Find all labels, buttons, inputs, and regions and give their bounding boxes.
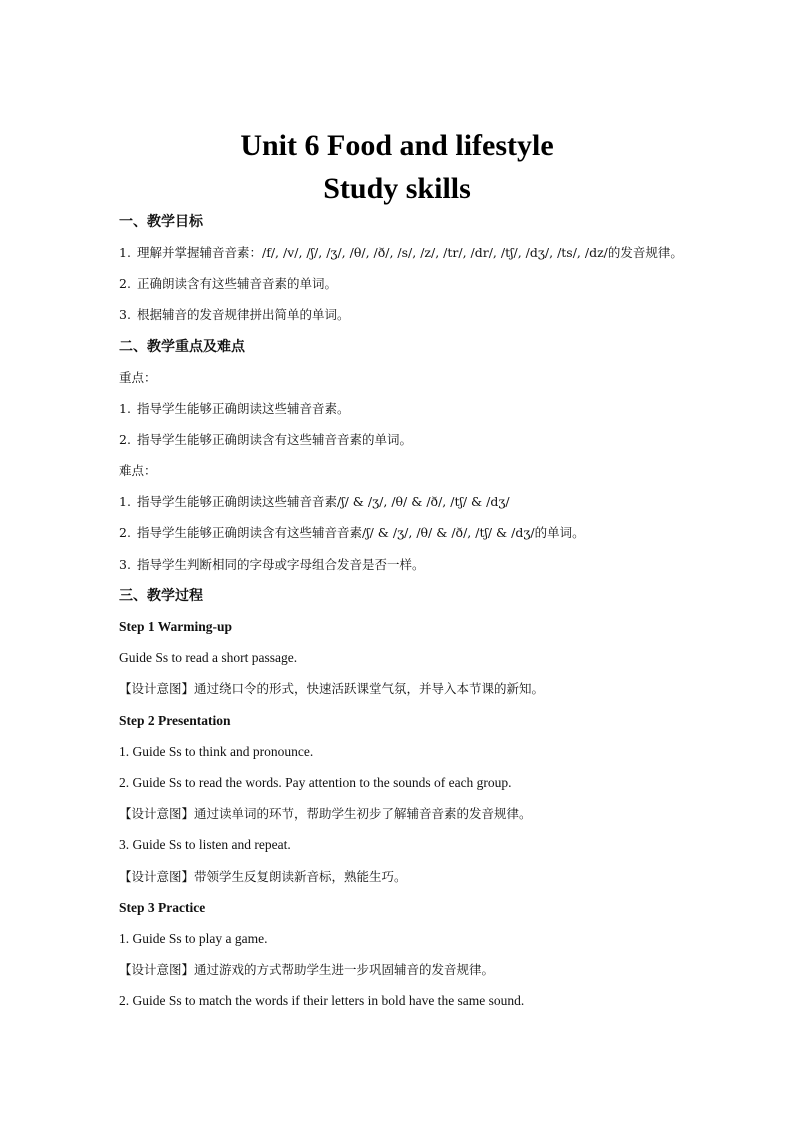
step-2-line-1: 1. Guide Ss to think and pronounce. xyxy=(119,744,314,759)
section-heading-key-points: 二、教学重点及难点 xyxy=(119,339,245,355)
section-heading-objectives: 一、教学目标 xyxy=(119,214,203,230)
objective-item-3 xyxy=(119,306,350,324)
key-point-item-1 xyxy=(119,400,350,418)
item-text: 指导学生能够正确朗读这些辅音音素/ʃ/ & /ʒ/, /θ/ & /ð/, /tʃ/ & /dʒ/ xyxy=(137,494,510,509)
step-3-line-1: 1. Guide Ss to play a game. xyxy=(119,931,268,946)
item-text: 正确朗读含有这些辅音音素的单词。 xyxy=(137,276,338,291)
section-heading-process: 三、教学过程 xyxy=(119,588,203,604)
item-number: 1. xyxy=(119,245,131,260)
difficult-point-item-2 xyxy=(119,524,585,542)
objective-item-1 xyxy=(119,244,683,262)
objective-item-2 xyxy=(119,275,337,293)
item-number: 2. xyxy=(119,432,131,447)
key-points-label: 重点： xyxy=(119,370,157,385)
item-text: 指导学生判断相同的字母或字母组合发音是否一样。 xyxy=(137,557,425,572)
item-number: 3. xyxy=(119,307,131,322)
item-text: 指导学生能够正确朗读这些辅音音素。 xyxy=(137,401,350,416)
item-text: 指导学生能够正确朗读含有这些辅音音素的单词。 xyxy=(137,432,413,447)
document-title: Unit 6 Food and lifestyle xyxy=(240,129,554,162)
item-number: 2. xyxy=(119,276,131,291)
item-number: 1. xyxy=(119,494,131,509)
item-text: 指导学生能够正确朗读含有这些辅音音素/ʃ/ & /ʒ/, /θ/ & /ð/, /tʃ/ & /dʒ/的单词。 xyxy=(137,525,585,540)
step-2-line-2: 2. Guide Ss to read the words. Pay attention to the sounds of each group. xyxy=(119,775,512,790)
step-3-line-2: 2. Guide Ss to match the words if their letters in bold have the same sound. xyxy=(119,993,525,1008)
step-1-design-intent: 【设计意图】通过绕口令的形式，快速活跃课堂气氛，并导入本节课的新知。 xyxy=(119,681,545,696)
step-2-title: Step 2 Presentation xyxy=(119,713,231,728)
step-1-line-1: Guide Ss to read a short passage. xyxy=(119,650,298,665)
item-number: 2. xyxy=(119,525,131,540)
step-2-design-intent-1: 【设计意图】通过读单词的环节，帮助学生初步了解辅音音素的发音规律。 xyxy=(119,806,532,821)
item-text: 根据辅音的发音规律拼出简单的单词。 xyxy=(137,307,350,322)
difficult-points-label: 难点： xyxy=(119,463,157,478)
step-2-line-3: 3. Guide Ss to listen and repeat. xyxy=(119,837,291,852)
key-point-item-2 xyxy=(119,431,412,449)
step-2-design-intent-2: 【设计意图】带领学生反复朗读新音标，熟能生巧。 xyxy=(119,869,407,884)
item-number: 1. xyxy=(119,401,131,416)
item-text: 理解并掌握辅音音素：/f/, /v/, /ʃ/, /ʒ/, /θ/, /ð/, /s/, /z/, /tr/, /dr/, /tʃ/, /dʒ/, /ts/, /dz/的发音规律。 xyxy=(137,245,683,260)
difficult-point-item-3 xyxy=(119,556,425,574)
step-1-title: Step 1 Warming-up xyxy=(119,619,233,634)
item-number: 3. xyxy=(119,557,131,572)
difficult-point-item-1 xyxy=(119,493,510,511)
step-3-title: Step 3 Practice xyxy=(119,900,206,915)
document-subtitle: Study skills xyxy=(323,172,471,205)
step-3-design-intent: 【设计意图】通过游戏的方式帮助学生进一步巩固辅音的发音规律。 xyxy=(119,962,495,977)
